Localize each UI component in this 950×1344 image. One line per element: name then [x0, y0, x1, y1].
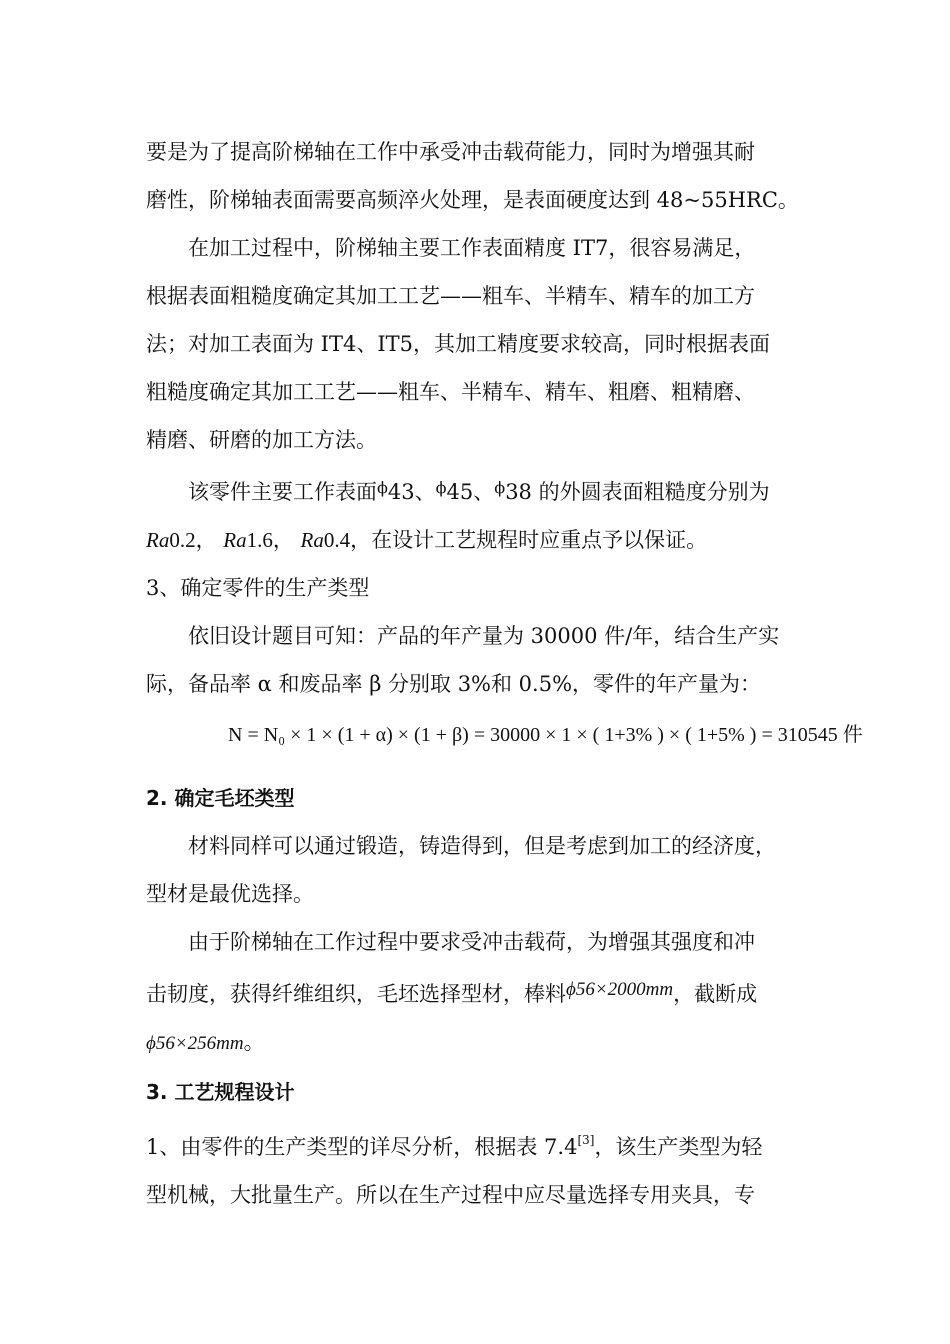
text-line: 材料同样可以通过锻造，铸造得到，但是考虑到加工的经济度，	[188, 834, 776, 858]
text-line: 法；对加工表面为 IT4、IT5，其加工精度要求较高，同时根据表面	[146, 332, 770, 356]
text-line: 际，备品率 α 和废品率 β 分别取 3%和 0.5%，零件的年产量为：	[146, 672, 762, 696]
section-heading-2: 2. 确定毛坯类型	[146, 786, 295, 810]
section-subtitle: 3、确定零件的生产类型	[146, 576, 370, 600]
text-line: 型材是最优选择。	[146, 882, 314, 906]
phi-symbol: ϕ	[377, 478, 388, 497]
body-block-2	[146, 774, 816, 1219]
text-line: ϕ56×256mm。	[146, 1030, 265, 1054]
ra-symbol: Ra	[300, 528, 324, 552]
text-line: 粗糙度确定其加工工艺——粗车、半精车、精车、粗磨、粗精磨、	[146, 380, 755, 404]
production-formula: N = N₀ × 1 × (1 + α) × (1 + β) = 30000 × 1 × ( 1+3% ) × ( 1+5% ) = 310545 件	[228, 724, 863, 746]
section-heading-3: 3. 工艺规程设计	[146, 1080, 295, 1104]
ra-symbol: Ra	[223, 528, 247, 552]
roughness-paragraph: 该零件主要工作表面$^\phi$43、$^\phi$45、$^\phi$38 的外圆表面粗糙度分别为	[188, 478, 770, 504]
text-line: 击韧度，获得纤维组织，毛坯选择型材，棒料ϕ56×2000mm，截断成	[146, 979, 758, 1006]
ra-symbol: Ra	[146, 528, 170, 552]
phi-symbol: ϕ	[494, 478, 506, 497]
text-line: 依旧设计题目可知：产品的年产量为 30000 件/年，结合生产实	[188, 624, 780, 648]
text-line: 由于阶梯轴在工作过程中要求受冲击载荷，为增强其强度和冲	[188, 930, 755, 954]
text-line: 要是为了提高阶梯轴在工作中承受冲击载荷能力，同时为增强其耐	[146, 140, 755, 164]
text-line: 磨性，阶梯轴表面需要高频淬火处理，是表面硬度达到 48~55HRC。	[146, 188, 799, 212]
bar-stock-size: ϕ56×2000mm	[566, 979, 674, 1000]
text-line: 在加工过程中，阶梯轴主要工作表面精度 IT7，很容易满足，	[188, 236, 756, 260]
text-line: 根据表面粗糙度确定其加工工艺——粗车、半精车、精车的加工方	[146, 284, 755, 308]
cut-size: ϕ56×256mm	[146, 1033, 244, 1054]
roughness-values: Ra0.2， Ra1.6， Ra0.4，在设计工艺规程时应重点予以保证。	[146, 528, 708, 552]
text-line: 型机械，大批量生产。所以在生产过程中应尽量选择专用夹具，专	[146, 1183, 755, 1207]
phi-symbol: ϕ	[435, 478, 447, 497]
text-line: 精磨、研磨的加工方法。	[146, 428, 377, 452]
body-block-1	[146, 128, 816, 708]
citation-ref: [3]	[577, 1133, 595, 1147]
text-line: 1、由零件的生产类型的详尽分析，根据表 7.4[3]，该生产类型为轻	[146, 1133, 763, 1159]
